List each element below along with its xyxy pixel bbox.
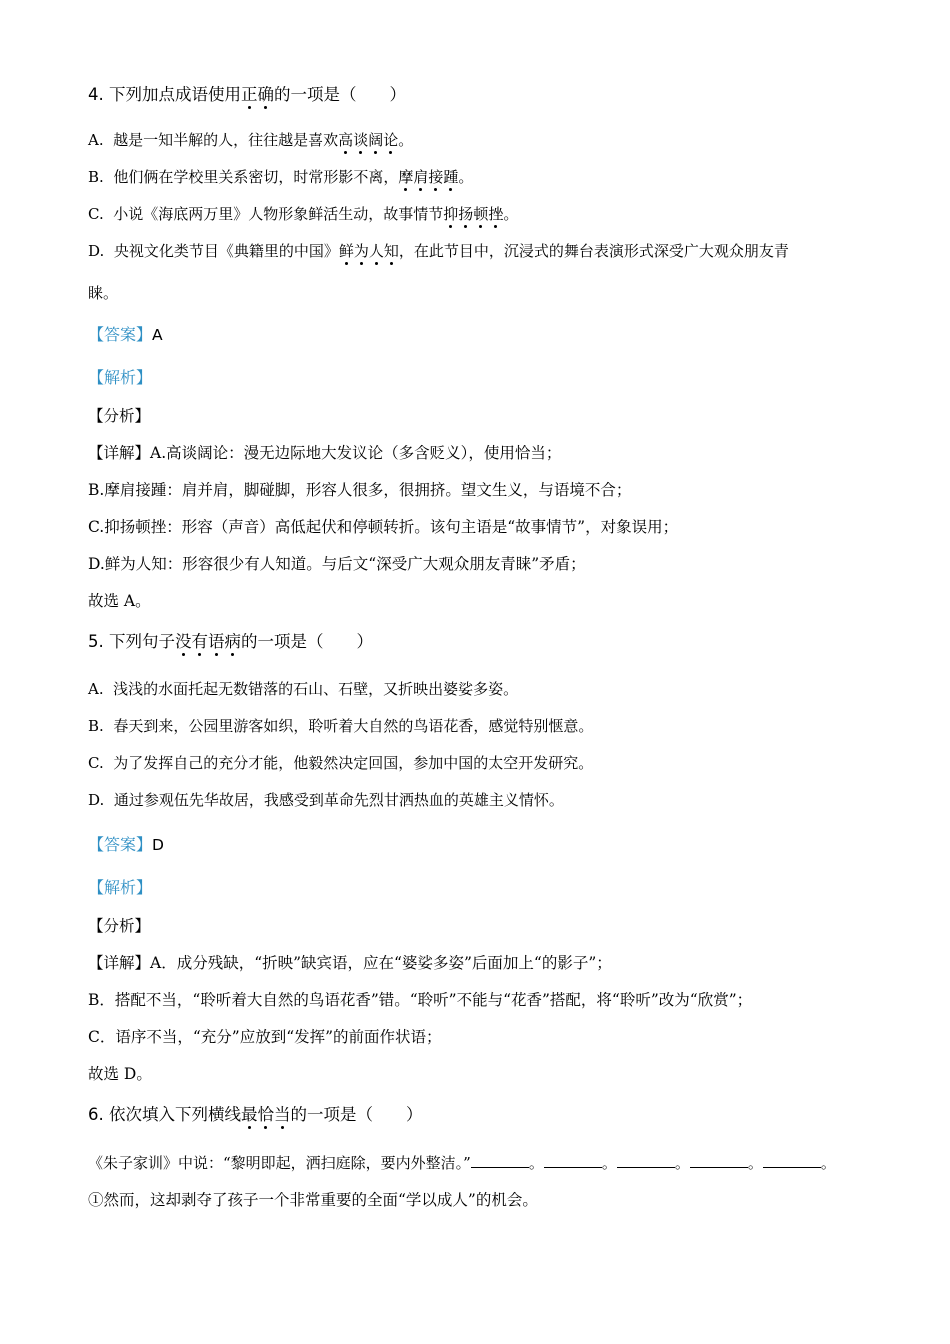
q5-detail-c: C．语序不当，“充分”应放到“发挥”的前面作状语；	[88, 1028, 442, 1046]
q4-conclusion: 故选 A。	[88, 592, 151, 610]
blank-4	[690, 1152, 748, 1168]
q5-detail-b: B．搭配不当，“聆听着大自然的鸟语花香”错。“聆听”不能与“花香”搭配，将“聆听”改为“欣赏”；	[88, 991, 753, 1009]
q4-answer: 【答案】A	[88, 325, 163, 344]
blank-3	[617, 1152, 675, 1168]
q5-option-a: A. 浅浅的水面托起无数错落的石山、石壁，又折映出婆娑多姿。	[88, 680, 519, 698]
q5-fenxi-tag: 【分析】	[88, 917, 151, 935]
q6-passage: 《朱子家训》中说：“黎明即起，洒扫庭除，要内外整洁。” 。 。 。 。 。	[88, 1154, 836, 1172]
q4-fenxi-tag: 【分析】	[88, 407, 151, 425]
q4-detail-a: 【详解】A.高谈阔论：漫无边际地大发议论（多含贬义），使用恰当；	[88, 444, 562, 462]
q4-option-a: A. 越是一知半解的人，往往越是喜欢高谈阔论。	[88, 131, 414, 149]
q4-detail-d: D.鲜为人知：形容很少有人知道。与后文“深受广大观众朋友青睐”矛盾；	[88, 555, 586, 573]
q5-stem: 5. 下列句子没有语病的一项是（ ）	[88, 632, 373, 651]
q5-option-b: B. 春天到来，公园里游客如织，聆听着大自然的鸟语花香，感觉特别惬意。	[88, 717, 594, 735]
q5-detail-a: 【详解】A．成分残缺，“折映”缺宾语，应在“婆娑多姿”后面加上“的影子”；	[88, 954, 612, 972]
q5-answer: 【答案】D	[88, 835, 164, 854]
q5-conclusion: 故选 D。	[88, 1065, 152, 1083]
q4-option-c: C. 小说《海底两万里》人物形象鲜活生动，故事情节抑扬顿挫。	[88, 205, 519, 223]
q5-option-d: D. 通过参观伍先华故居，我感受到革命先烈甘洒热血的英雄主义情怀。	[88, 791, 564, 809]
blank-5	[763, 1152, 821, 1168]
q4-option-b: B. 他们俩在学校里关系密切，时常形影不离，摩肩接踵。	[88, 168, 474, 186]
q4-analysis-tag: 【解析】	[88, 368, 153, 387]
q6-stem: 6. 依次填入下列横线最恰当的一项是（ ）	[88, 1105, 423, 1124]
q5-option-c: C. 为了发挥自己的充分才能，他毅然决定回国，参加中国的太空开发研究。	[88, 754, 594, 772]
blank-1	[471, 1152, 529, 1168]
q5-analysis-tag: 【解析】	[88, 878, 153, 897]
q4-option-d-continued: 睐。	[88, 284, 119, 302]
q4-stem: 4. 下列加点成语使用正确的一项是（ ）	[88, 85, 406, 104]
q4-detail-c: C.抑扬顿挫：形容（声音）高低起伏和停顿转折。该句主语是“故事情节”，对象误用；	[88, 518, 679, 536]
q4-detail-b: B.摩肩接踵：肩并肩，脚碰脚，形容人很多，很拥挤。望文生义，与语境不合；	[88, 481, 632, 499]
q4-option-d: D. 央视文化类节目《典籍里的中国》鲜为人知，在此节目中，沉浸式的舞台表演形式深受广大观众朋友青	[88, 242, 789, 260]
blank-2	[544, 1152, 602, 1168]
q6-item-1: ①然而，这却剥夺了孩子一个非常重要的全面“学以成人”的机会。	[88, 1191, 538, 1209]
